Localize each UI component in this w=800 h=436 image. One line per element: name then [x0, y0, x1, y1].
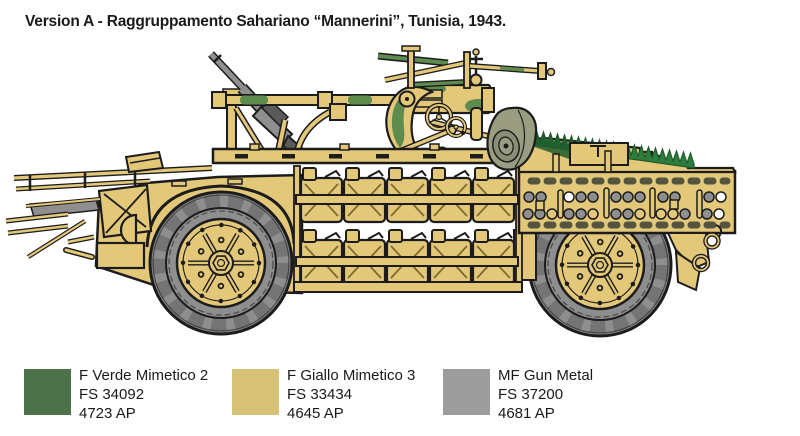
page-title: Version A - Raggruppamento Sahariano “Mannerini”, Tunisia, 1943.: [25, 13, 507, 30]
paint-ap-code: 4645 AP: [287, 405, 344, 422]
paint-name: F Giallo Mimetico 3: [287, 367, 416, 384]
paint-fs-code: FS 34092: [79, 386, 145, 403]
paint-ap-code: 4723 AP: [79, 405, 136, 422]
legend-item-giallo: [232, 366, 415, 423]
paint-name: MF Gun Metal: [498, 367, 594, 384]
paint-fs-code: FS 33434: [287, 386, 353, 403]
legend-item-verde: [24, 366, 208, 423]
paint-ap-code: 4681 AP: [498, 405, 555, 422]
paint-fs-code: FS 37200: [498, 386, 564, 403]
color-swatch-gunmetal: [443, 369, 490, 415]
paint-name: F Verde Mimetico 2: [79, 367, 209, 384]
color-swatch-verde: [24, 369, 71, 415]
color-swatch-giallo: [232, 369, 279, 415]
legend-item-gunmetal: [443, 366, 593, 423]
